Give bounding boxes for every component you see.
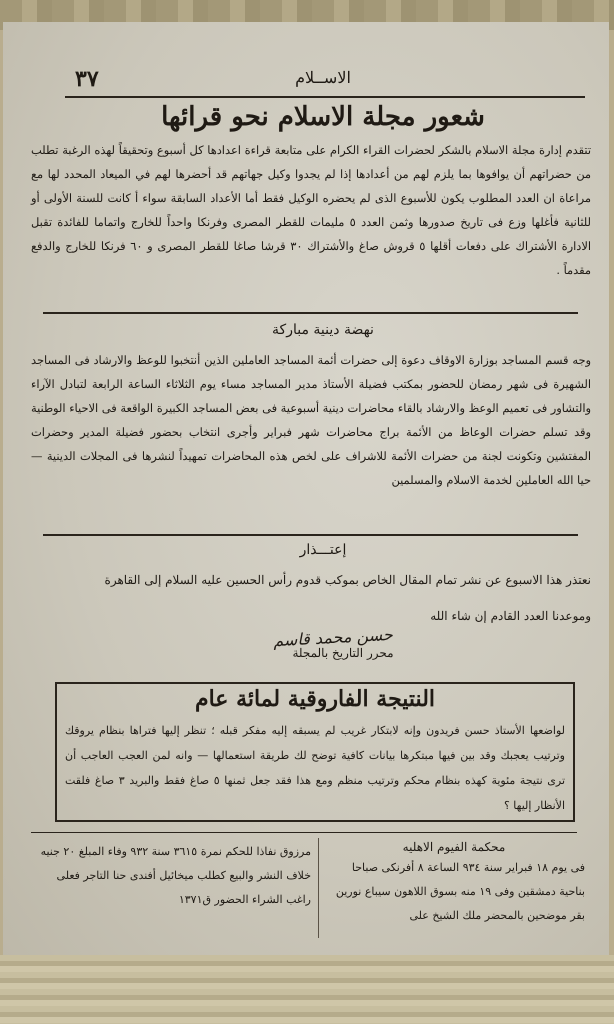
magazine-page xyxy=(3,22,609,956)
court-notice-text: فى يوم ١٨ فبراير سنة ٩٣٤ الساعة ٨ أفرنكى صباحا بناحية دمشقين وفى ١٩ منه بسوق اللاهون سيباع نورين بقر موضحين بالمحضر ملك الشيخ على xyxy=(335,861,585,922)
apology-title: إعتـــذار xyxy=(299,542,347,558)
author-signature: حسن محمد قاسم xyxy=(272,624,394,651)
page-number: ٣٧ xyxy=(75,66,99,92)
article1-title: شعور مجلة الاسلام نحو قرائها xyxy=(161,102,485,132)
column-divider xyxy=(318,838,319,938)
court-notice-left xyxy=(31,840,311,912)
announcement-box xyxy=(55,682,575,822)
court-notice-right xyxy=(323,840,585,928)
wood-background-bottom xyxy=(0,955,614,1024)
court-notice-continuation: مرزوق نفاذا للحكم نمرة ٣٦١٥ سنة ٩٣٢ وفاء المبلغ ٢٠ جنيه خلاف النشر والبيع كطلب ميخائيل أفندى حنا التاجر فعلى راغب الشراء الحضور ق١٣٧١ xyxy=(40,845,311,906)
magazine-name: الاســلام xyxy=(295,68,351,87)
court-notice-heading: محكمة الفيوم الاهليه xyxy=(402,840,506,854)
section-divider xyxy=(43,534,578,536)
apology-line-1: نعتذر هذا الاسبوع عن نشر تمام المقال الخاص بموكب قدوم رأس الحسين عليه السلام إلى القاهرة xyxy=(104,573,591,587)
section-divider xyxy=(31,832,577,833)
apology-line-2: وموعدنا العدد القادم إن شاء الله xyxy=(430,609,591,623)
header-divider xyxy=(65,96,585,98)
author-role: محرر التاريخ بالمجلة xyxy=(292,646,394,660)
announcement-title: النتيجة الفاروقية لمائة عام xyxy=(194,686,436,712)
article1-body: تتقدم إدارة مجلة الاسلام بالشكر لحضرات القراء الكرام على متابعة قراءة اعدادها كل أسبوع وتحقيقاً لهذه الرغبة تطلب من حضراتهم أن يوافوها بما يلزم لهم من أعدادها إذا لم يجدوا وكيل جهاتهم قد أحضرها لهم في الميعاد المحدد لها مع مراعاة ان العدد المطلوب يكون للأسبوع الذى لم يحضره الوكيل فقط أما الأعداد السابقة سواء أ كانت للسنة الأولى أو للثانية فأغلها وزع فى تاريخ صدورها وثمن العدد ٥ مليمات للقطر المصرى وفرنكا واحداً للخارج واتماما للفائدة تقبل الادارة الأشتراك على دفعات أقلها ٥ قروش صاغ والأشتراك ٣٠ قرشا صاغا للقطر المصرى و ٦٠ فرنكا للخارج والدفع مقدماً . xyxy=(31,143,591,277)
announcement-body: لواضعها الأستاذ حسن فريدون وإنه لابتكار غريب لم يسبقه إليه مفكر قبله ؛ تنظر إليها فتراها بنظام يروقك وترتيب يعجبك وقد بين فيها مبتكرها بيانات كافية توضح لك طريقة استعمالها — وانه لمن العجب العاجب أن ترى نتيجة مئوية كهذه بنظام محكم وترتيب منظم ومع هذا فقد جعل ثمنها ٥ صاغ فقط والبريد ٣ صاغ فلقت الأنظار إليها ؟ xyxy=(65,724,566,812)
page-header xyxy=(63,64,583,96)
article2-body: وجه قسم المساجد بوزارة الاوقاف دعوة إلى حضرات أئمة المساجد العاملين الذين أنتخبوا للوعظ والارشاد فى المساجد الشهيرة فى شهر رمضان للحضور بمكتب فضيلة الأستاذ مدير المساجد مساء يوم الثلاثاء الساعة الرابعة لتبادل الآراء والتشاور فى تعميم الوعظ والارشاد بالقاء محاضرات دينية أسبوعية فى بعض المساجد الكبيرة الواقعة فى الاحياء الوطنية وقد تسلم حضرات الوعاظ من الأئمة براج محاضرات شهر فبراير وأجرى انتخاب بحضور فضيلة المدير وحضرات المفتشين وتكونت لجنة من حضرات الأئمة للاشراف على لخص هذه المحاضرات تمهيداً لنشرها فى المجلات الدينية — حيا الله العاملين لخدمة الاسلام والمسلمين xyxy=(31,353,591,487)
section-divider xyxy=(43,312,578,314)
article2-title: نهضة دينية مباركة xyxy=(272,322,374,338)
